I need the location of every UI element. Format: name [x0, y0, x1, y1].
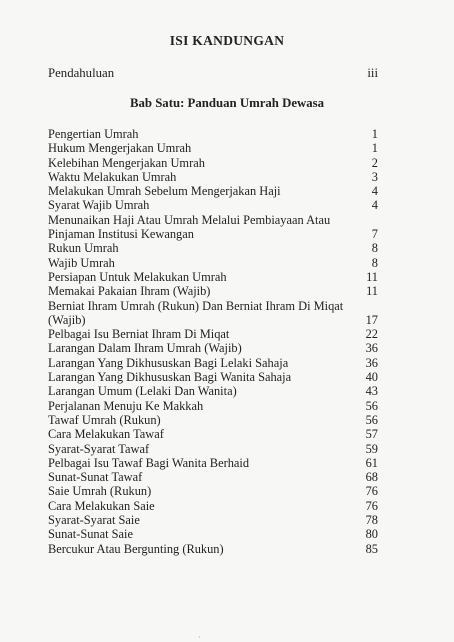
toc-entry-page: 4 — [371, 184, 378, 199]
toc-entry-label: Sunat-Sunat Tawaf — [48, 470, 143, 485]
toc-entry-page: 61 — [365, 455, 378, 470]
toc-entry — [48, 527, 378, 541]
toc-entry — [48, 241, 378, 255]
toc-entry-label: Syarat-Syarat Saie — [48, 513, 140, 528]
toc-entry-page: 11 — [366, 269, 378, 284]
toc-entry — [48, 542, 378, 556]
toc-entry-page: 3 — [371, 169, 378, 184]
toc-entry-label: Berniat Ihram Umrah (Rukun) Dan Berniat Ihram Di Miqat — [48, 298, 344, 313]
toc-entry — [48, 198, 378, 212]
toc-entry-page: 43 — [365, 384, 378, 399]
toc-entry-page: 36 — [365, 341, 378, 356]
toc-list — [48, 127, 378, 556]
toc-entry — [48, 256, 378, 270]
toc-entry-page: 22 — [365, 327, 378, 342]
toc-entry — [48, 370, 378, 384]
toc-entry-page: 76 — [365, 498, 378, 513]
page-title: ISI KANDUNGAN — [169, 33, 285, 48]
toc-entry — [48, 384, 378, 398]
toc-entry — [48, 170, 378, 184]
toc-entry-label: Kelebihan Mengerjakan Umrah — [48, 155, 205, 170]
toc-entry-label: Larangan Yang Dikhususkan Bagi Wanita Sahaja — [48, 370, 292, 385]
toc-entry-label: Pelbagai Isu Tawaf Bagi Wanita Berhaid — [48, 455, 250, 470]
toc-entry — [48, 299, 378, 328]
toc-entry-label: Persiapan Untuk Melakukan Umrah — [48, 269, 227, 284]
toc-entry-page: 57 — [365, 427, 378, 442]
toc-entry-label: Larangan Dalam Ihram Umrah (Wajib) — [48, 341, 242, 356]
toc-entry — [48, 327, 378, 341]
page-footer-mark: · — [198, 632, 201, 642]
toc-entry-label: Menunaikan Haji Atau Umrah Melalui Pembiayaan Atau — [48, 212, 331, 227]
toc-entry — [48, 127, 378, 141]
preface-label: Pendahuluan — [48, 66, 115, 80]
toc-entry-page: 1 — [371, 141, 378, 156]
toc-entry-label: Pengertian Umrah — [48, 127, 139, 141]
toc-entry-label: Melakukan Umrah Sebelum Mengerjakan Haji — [48, 184, 281, 199]
toc-entry-page: 7 — [371, 227, 378, 242]
toc-entry-label: Larangan Umum (Lelaki Dan Wanita) — [48, 384, 237, 399]
toc-entry — [48, 270, 378, 284]
toc-entry-page: 68 — [365, 470, 378, 485]
toc-entry-page: 1 — [371, 127, 378, 141]
toc-entry-label: Syarat-Syarat Tawaf — [48, 441, 150, 456]
toc-entry — [48, 141, 378, 155]
toc-entry-label: Tawaf Umrah (Rukun) — [48, 412, 161, 427]
toc-entry — [48, 499, 378, 513]
toc-entry-label-continued: Pinjaman Institusi Kewangan — [48, 227, 194, 242]
toc-entry-page: 85 — [365, 541, 378, 556]
preface-entry — [48, 66, 378, 81]
toc-entry — [48, 470, 378, 484]
toc-entry — [48, 413, 378, 427]
toc-entry — [48, 284, 378, 298]
toc-entry — [48, 399, 378, 413]
toc-entry-page: 40 — [365, 370, 378, 385]
toc-entry-page: 56 — [365, 398, 378, 413]
toc-entry-label: Pelbagai Isu Berniat Ihram Di Miqat — [48, 327, 230, 342]
toc-entry — [48, 356, 378, 370]
toc-entry-page: 56 — [365, 412, 378, 427]
toc-entry-label: Sunat-Sunat Saie — [48, 527, 134, 542]
toc-entry — [48, 427, 378, 441]
toc-entry-label: Waktu Melakukan Umrah — [48, 169, 177, 184]
toc-entry-label-continued: (Wajib) — [48, 312, 86, 327]
toc-entry — [48, 513, 378, 527]
toc-entry-page: 2 — [371, 155, 378, 170]
toc-entry-label: Larangan Yang Dikhususkan Bagi Lelaki Sahaja — [48, 355, 289, 370]
toc-entry-label: Bercukur Atau Bergunting (Rukun) — [48, 541, 224, 556]
toc-entry — [48, 156, 378, 170]
toc-entry-page: 8 — [371, 255, 378, 270]
toc-entry-page: 80 — [365, 527, 378, 542]
toc-entry-page: 11 — [366, 284, 378, 299]
toc-entry — [48, 213, 378, 242]
toc-entry-label: Cara Melakukan Tawaf — [48, 427, 164, 442]
toc-entry-label: Hukum Mengerjakan Umrah — [48, 141, 192, 156]
toc-entry-page: 78 — [365, 513, 378, 528]
toc-entry-page: 8 — [371, 241, 378, 256]
toc-entry-label: Memakai Pakaian Ihram (Wajib) — [48, 284, 211, 299]
toc-entry-page: 17 — [365, 312, 378, 327]
toc-entry-page: 4 — [371, 198, 378, 213]
toc-entry-label: Cara Melakukan Saie — [48, 498, 155, 513]
toc-entry — [48, 184, 378, 198]
chapter-title: Bab Satu: Panduan Umrah Dewasa — [129, 96, 325, 110]
toc-entry-label: Perjalanan Menuju Ke Makkah — [48, 398, 204, 413]
toc-entry-page: 76 — [365, 484, 378, 499]
toc-entry-label: Wajib Umrah — [48, 255, 115, 270]
toc-entry — [48, 484, 378, 498]
toc-entry-label: Saie Umrah (Rukun) — [48, 484, 152, 499]
preface-page: iii — [367, 66, 378, 80]
toc-entry-label: Rukun Umrah — [48, 241, 119, 256]
toc-entry-page: 59 — [365, 441, 378, 456]
toc-entry-page: 36 — [365, 355, 378, 370]
toc-entry — [48, 341, 378, 355]
toc-entry — [48, 442, 378, 456]
toc-entry — [48, 456, 378, 470]
toc-entry-label: Syarat Wajib Umrah — [48, 198, 150, 213]
